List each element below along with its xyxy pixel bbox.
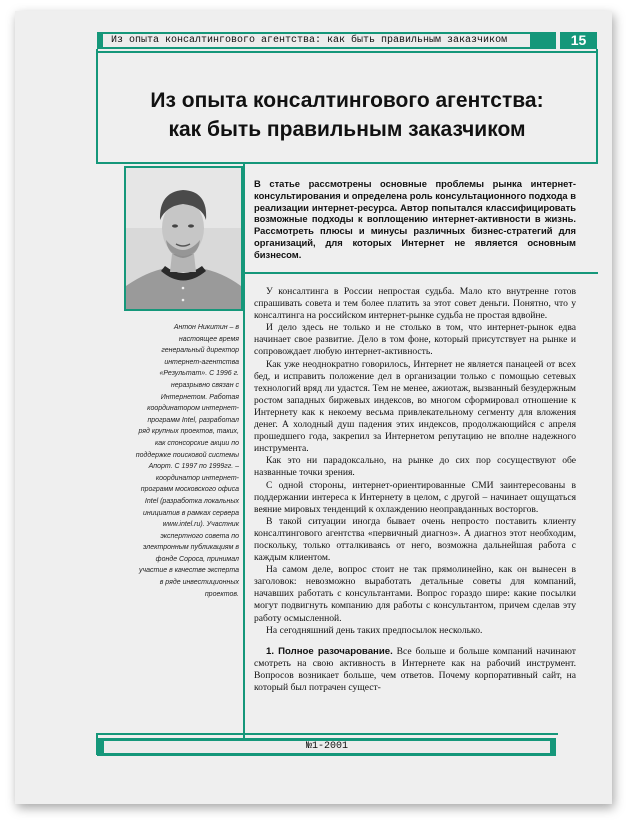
author-photo [124, 166, 243, 311]
frame-line-left-top [96, 49, 98, 162]
frame-line-top [96, 51, 598, 53]
author-portrait [126, 168, 241, 309]
frame-line-under-title [96, 162, 598, 164]
article-title-line1: Из опыта консалтингового агентства: [150, 89, 544, 112]
column-divider [243, 162, 245, 754]
body-paragraph: Как уже неоднократно говорилось, Интернет не является панацеей от всех бед, и исправить положение дел в организации только с помощью сетевых технологий вряд ли удастся. Тем не менее, ажиотаж, вызванный безудержным ростом западных биржевых индексов, во многом сформировал отношение к Интернету как к некоему весьма привлекательному сегменту для вложения денег. А холодный душ падения этих индексов, продолжающийся с апреля прошедшего года, закрепил за Интернетом репутацию не вполне надежного инструмента. [254, 358, 576, 455]
section-text: Все больше и больше компаний начинают смотреть на свою активность в Интернете как на рабочий инструмент. Вопросов возникает больше, чем ответов. Почему корпоративный сайт, на который был потрачен сущест- [254, 645, 576, 693]
body-paragraph: Как это ни парадоксально, на рынке до сих пор сосуществуют обе названные точки зрения. [254, 455, 576, 479]
article-abstract: В статье рассмотрены основные проблемы рынка интернет-консультирования и определена роль консультационного подхода в реализации интернет-ресурса. Автор попытался классифицировать возможные подходы к воплощению интернет-активности в жизнь. Рассмотреть плюсы и минусы различных бизнес-стратегий для организаций, для которых Интернет не является основным бизнесом. [254, 178, 576, 260]
article-body [254, 286, 576, 694]
body-paragraph: В такой ситуации иногда бывает очень непросто поставить клиенту консалтингового агентства «первичный диагноз». А диагноз этот необходим, поскольку, только отталкиваясь от него, возможна дальнейшая работа с каждым клиентом. [254, 515, 576, 564]
frame-line-right-top [596, 49, 598, 162]
section-paragraph [254, 646, 576, 694]
page-number: 15 [560, 32, 597, 49]
author-caption: Антон Никитин – в настоящее время генеральный директор интернет-агентства «Результат». С 1996 г. неразрывно связан с Интернетом. Работая координатором интернет-программ Intel, разработал ряд крупных проектов, таких, как спонсорские акции по поддержке поисковой системы Апорт. С 1997 по 1999гг. – координатор интернет-программ московского офиса Intel (разработка локальных инициатив в рамках сервера www.intel.ru). Участник экспертного совета по электронным публикациям в фонде Сороса, принимал участие в качестве эксперта в ряде инвестиционных проектов. [135, 324, 239, 598]
running-title: Из опыта консалтингового агентства: как быть правильным заказчиком [103, 34, 530, 47]
body-paragraph: С одной стороны, интернет-ориентированные СМИ заинтересованы в поддержании интереса к Интернету в целом, с другой – начинает ощущаться веяние мировых тенденций к охлаждению неоправданных восторгов. [254, 479, 576, 515]
article-title [99, 86, 595, 144]
section-heading: 1. Полное разочарование. [266, 645, 393, 657]
issue-number: №1-2001 [104, 741, 550, 753]
body-paragraph: На сегодняшний день таких предпосылок несколько. [266, 624, 483, 636]
body-paragraph: На самом деле, вопрос стоит не так прямолинейно, как он вынесен в заголовок: невозможно выработать детальные советы для компаний, начавших работать с консультантами. Вопрос гораздо шире: какие посылки могут подвигнуть компанию для работы с консультантом, причем сделав эту работу осмысленной. [254, 564, 576, 624]
article-title-line2: как быть правильным заказчиком [168, 118, 526, 141]
body-paragraph: И дело здесь не только и не столько в том, что интернет-рынок едва начинает свое развитие. Дело в том фоне, который присутствует на рынке и сопровождает любую интернет-активность. [254, 322, 576, 358]
body-paragraph: У консалтинга в России непростая судьба. Мало кто внутренне готов спрашивать совета и тем более платить за этот совет деньги. Понятно, что у консалтинга на российском интернет-рынке судьба не простая вдвойне. [254, 286, 576, 322]
frame-line-bottom [96, 733, 558, 735]
abstract-divider [243, 272, 598, 274]
